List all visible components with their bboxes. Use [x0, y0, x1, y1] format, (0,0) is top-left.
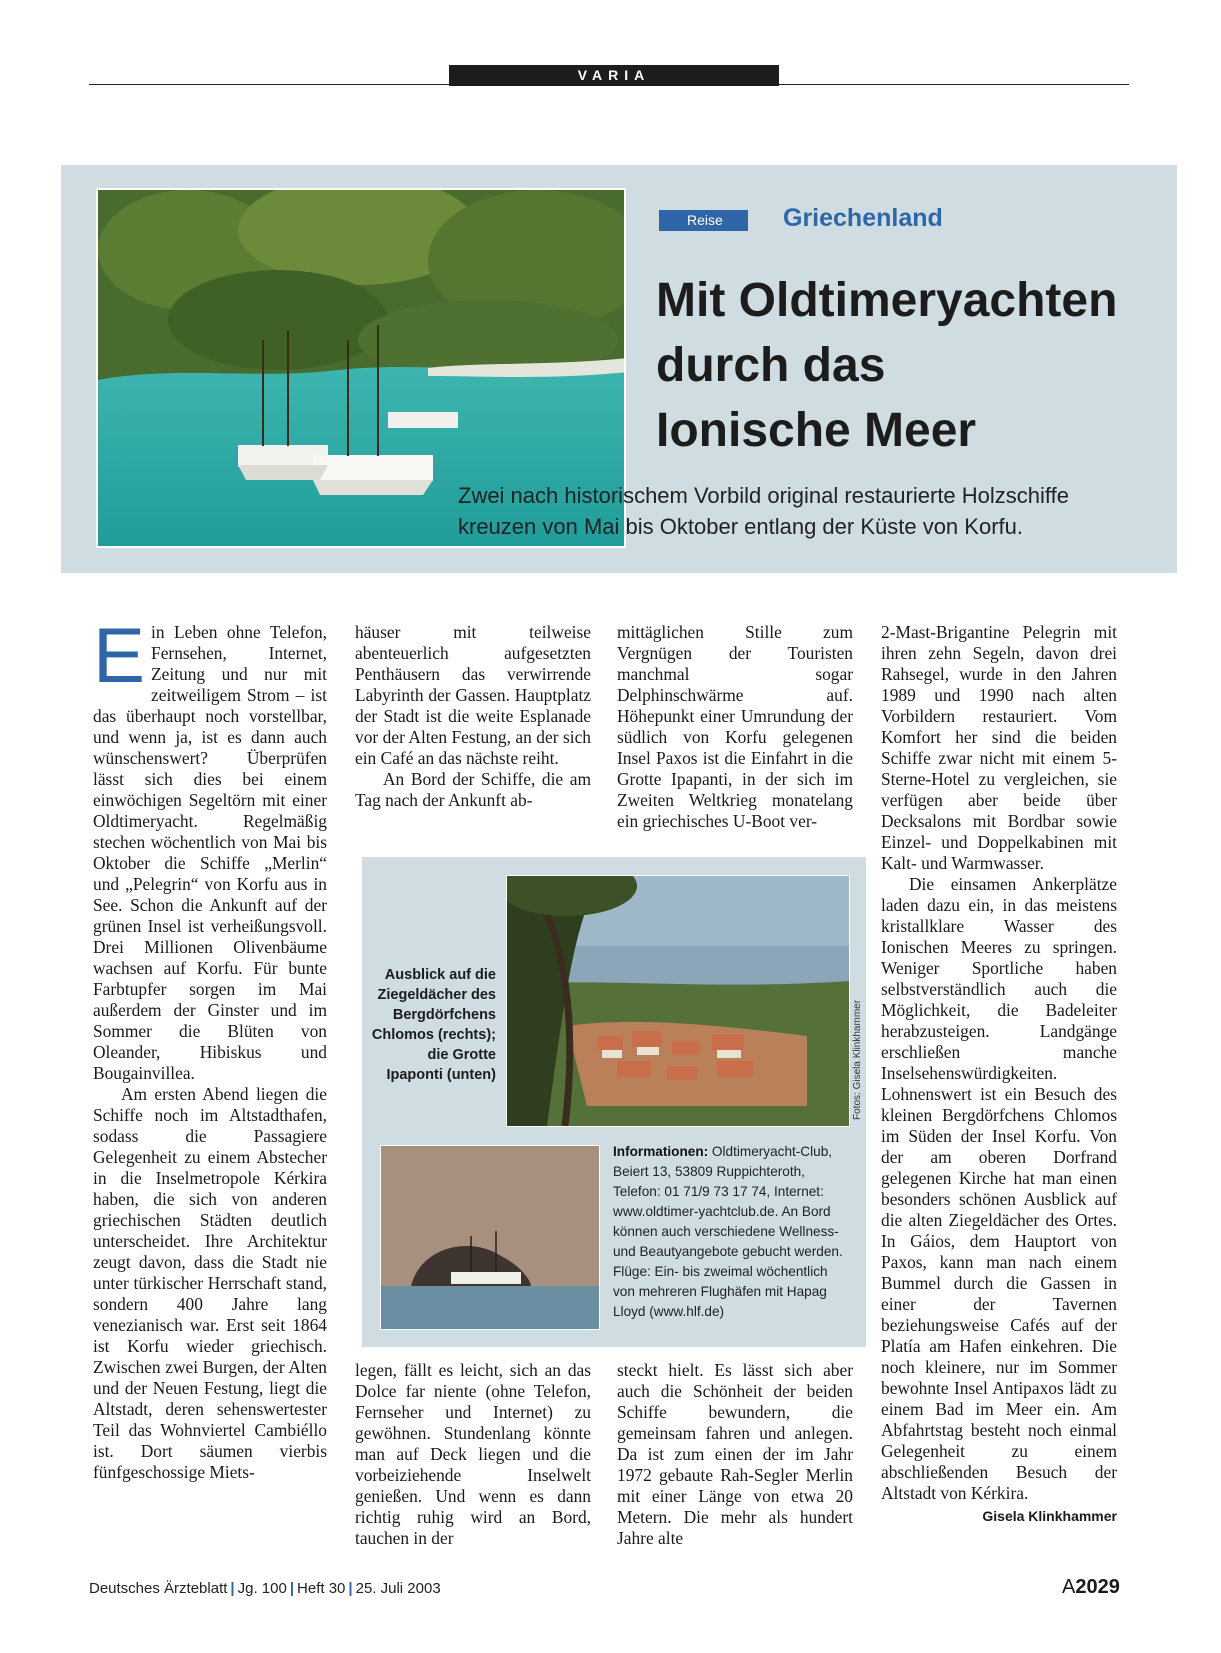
page-number-value: 2029	[1075, 1576, 1120, 1598]
paragraph-7: 2-Mast-Brigantine Pelegrin mit ihren zehn Segeln, davon drei Rahsegel, wurde in den Jahren 1989 und 1990 nach alten Vorbildern restauriert. Vom Komfort her sind die beiden Schiffe zwar nicht mit einem 5-Sterne-Hotel zu vergleichen, sie verfügen aber beide über Decksalons mit Bordbar sowie Einzel- und Doppelkabinen mit Kalt- und Warmwasser.	[881, 622, 1117, 873]
drop-cap: E	[93, 611, 146, 699]
page-prefix: A	[1062, 1576, 1076, 1598]
village-photo	[506, 875, 850, 1127]
headline-line-1: Mit Oldtimeryachten	[656, 274, 1118, 327]
section-label: VARIA	[449, 65, 779, 86]
info-text	[613, 1142, 853, 1322]
paragraph-1-text: in Leben ohne Telefon, Fernsehen, Internet, Zeitung und nur mit zeitweiligem Strom – ist das überhaupt noch vorstellbar, und wenn ja, ist es dann auch wünschenswert? Überprüfen lässt sich dies bei einem einwöchigen Segeltörn mit einer Oldtimeryacht. Regelmäßig stechen wöchentlich von Mai bis Oktober die Schiffe „Merlin“ und „Pelegrin“ von Korfu aus in See. Schon die Ankunft auf der grünen Insel ist verheißungsvoll. Drei Millionen Olivenbäume wachsen auf Korfu. Für bunte Farbtupfer sorgen im Mai außerdem der Ginster und im Sommer die Blüten von Oleander, Hibiskus und Bougainvillea.	[93, 622, 327, 1083]
issue: Heft 30	[297, 1580, 346, 1597]
paragraph-3: häuser mit teilweise abenteuerlich aufgesetzten Penthäusern das verwirrende Labyrinth der Gassen. Hauptplatz der Stadt ist die weite Esplanade vor der Alten Festung, an der sich ein Café an das nächste reiht.	[355, 622, 591, 768]
paragraph-5: mittäglichen Stille zum Vergnügen der Touristen manchmal sogar Delphinschwärme auf. Höhepunkt einer Umrundung der südlich von Korfu gelegenen Insel Paxos ist die Einfahrt in die Grotte Ipapanti, in der sich im Zweiten Weltkrieg monatelang ein griechisches U-Boot ver-	[617, 622, 853, 831]
photo-caption: Ausblick auf die Ziegeldächer des Bergdörfchens Chlomos (rechts); die Grotte Ipaponti (unten)	[371, 967, 496, 1083]
paragraph-2: Am ersten Abend liegen die Schiffe noch im Altstadthafen, sodass die Passagiere Gelegenheit zu einem Abstecher in die Inselmetropole Kérkira haben, die sich von anderen griechischen Städten deutlich unterscheidet. Ihre Architektur zeugt davon, dass die Stadt nie unter türkischer Herrschaft stand, sondern 400 Jahre lang venezianisch war. Erst seit 1864 ist Korfu wieder griechisch. Zwischen zwei Burgen, der Alten und der Neuen Festung, liegt die Altstadt, deren sehenswertester Teil das Wohnviertel Cambiéllo ist. Dort säumen vierbis fünfgeschossige Miets-	[93, 1084, 327, 1482]
footer	[89, 1580, 441, 1597]
deck-subtitle: Zwei nach historischem Vorbild original restaurierte Holzschiffe kreuzen von Mai bis Oktober entlang der Küste von Korfu.	[458, 483, 1069, 539]
paragraph-4: An Bord der Schiffe, die am Tag nach der Ankunft ab-	[355, 769, 591, 810]
paragraph-1	[93, 611, 327, 1084]
article-column-1	[93, 611, 327, 1483]
issue-date: 25. Juli 2003	[355, 1580, 441, 1597]
paragraph-4-cont: legen, fällt es leicht, sich an das Dolce far niente (ohne Telefon, Fernseher und Internet) zu gewöhnen. Stundenlang könnte man auf Deck liegen und die vorbeiziehende Inselwelt genießen. Und wenn es dann richtig ruhig wird an Bord, tauchen in der	[355, 1360, 591, 1548]
page-number	[1062, 1576, 1120, 1599]
photo-credit	[852, 1000, 866, 1120]
paragraph-6: steckt hielt. Es lässt sich aber auch die Schönheit der beiden Schiffe bewundern, die gemeinsam fahren und anlegen. Da ist zum einen der im Jahr 1972 gebaute Rah-Segler Merlin mit einer Länge von etwa 20 Metern. Die mehr als hundert Jahre alte	[617, 1360, 853, 1548]
article-column-3-bottom	[617, 1360, 853, 1549]
grotto-ipaponti-illustration	[381, 1146, 599, 1329]
headline-line-3: Ionische Meer	[656, 404, 977, 457]
author-byline: Gisela Klinkhammer	[982, 1508, 1117, 1524]
kicker-label: Reise	[659, 210, 748, 231]
paragraph-8: Die einsamen Ankerplätze laden dazu ein, in das meistens kristallklare Wasser des Ionischen Meeres zu springen. Weniger Sportliche haben selbstverständlich auch die Möglichkeit, die Badeleiter herabzusteigen. Landgänge erschließen manche Inselsehenswürdigkeiten. Lohnenswert ist ein Besuch des kleinen Bergdörfchens Chlomos im Süden der Insel Korfu. Von der am oberen Dorfrand gelegenen Kirche hat man einen besonders schönen Ausblick auf die alten Ziegeldächer des Ortes. In Gáios, dem Hauptort von Paxos, kann man nach einem Bummel durch die Gassen in einer der Tavernen beziehungsweise Cafés auf der Platía am Hafen einkehren. Die noch kleinere, nur im Sommer bewohnte Insel Antipaxos lädt zu einem Bad im Meer ein. Am Abfahrtstag besteht noch einmal Gelegenheit zu einem abschließenden Besuch der Altstadt von Kérkira.	[881, 874, 1117, 1503]
article-column-2-bottom	[355, 1360, 591, 1549]
topic-label: Griechenland	[783, 204, 943, 232]
info-body: Oldtimeryacht-Club, Beiert 13, 53809 Ruppichteroth, Telefon: 01 71/9 73 17 74, Internet: www.oldtimer-yachtclub.de. An Bord können auch verschiedene Wellness- und Beautyangebote gebucht werden. Flüge: Ein- bis zweimal wöchentlich von mehreren Flughäfen mit Hapag Lloyd (www.hlf.de)	[613, 1144, 843, 1319]
chlomos-village-illustration	[507, 876, 849, 1126]
photo-credit-text: Fotos: Gisela Klinkhammer	[852, 999, 863, 1120]
article-column-2-top	[355, 622, 591, 811]
info-label: Informationen:	[613, 1144, 709, 1159]
footer-separator: |	[230, 1580, 235, 1597]
journal-name: Deutsches Ärzteblatt	[89, 1580, 228, 1597]
footer-separator: |	[289, 1580, 295, 1597]
article-column-3-top	[617, 622, 853, 832]
article-column-4	[881, 622, 1117, 1527]
volume: Jg. 100	[237, 1580, 287, 1597]
headline-line-2: durch das	[656, 339, 886, 392]
grotto-photo	[380, 1145, 600, 1330]
footer-separator: |	[348, 1580, 353, 1597]
headline	[656, 268, 1156, 463]
